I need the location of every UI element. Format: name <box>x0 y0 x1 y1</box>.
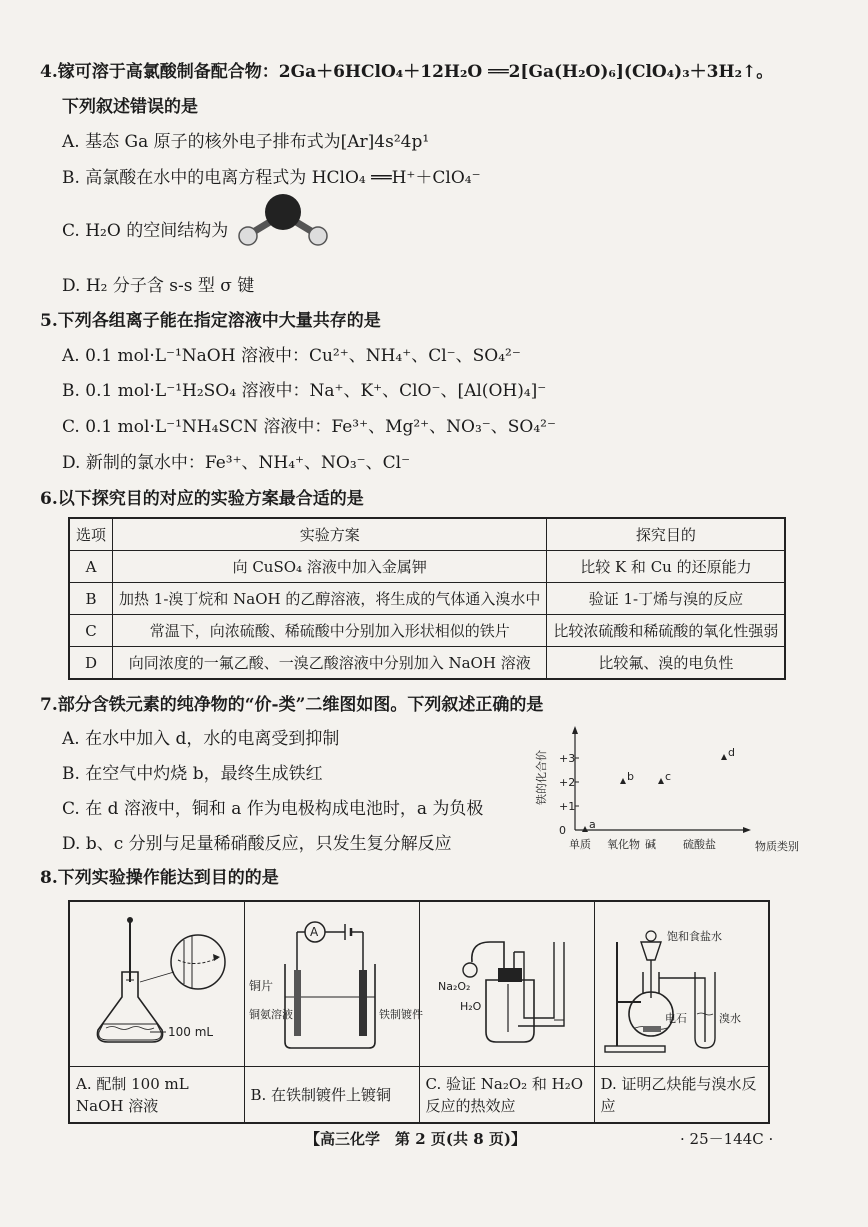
carbide-label: 电石 <box>664 1012 687 1025</box>
data-point-label: b <box>627 770 634 783</box>
caption-c: C. 验证 Na₂O₂ 和 H₂O 反应的热效应 <box>419 1067 594 1124</box>
heat-effect-diagram <box>420 902 590 1062</box>
table-header: 实验方案 <box>113 518 547 551</box>
q7-stem: 7.部分含铁元素的纯净物的“价-类”二维图如图。下列叙述正确的是 <box>40 695 544 715</box>
electroplating-diagram <box>245 902 423 1062</box>
q8-table <box>68 900 770 1124</box>
caption-a: A. 配制 100 mL NaOH 溶液 <box>69 1067 244 1124</box>
brine-label: 饱和食盐水 <box>666 930 722 943</box>
water-label: H₂O <box>459 1000 481 1013</box>
table-cell: 比较氟、溴的电负性 <box>547 647 786 680</box>
table-cell: 常温下，向浓硫酸、稀硫酸中分别加入形状相似的铁片 <box>113 615 547 647</box>
x-axis-label: 物质类别 <box>755 840 799 853</box>
table-cell: 向 CuSO₄ 溶液中加入金属钾 <box>113 551 547 583</box>
table-header-row <box>69 518 785 551</box>
x-tick-label: 硫酸盐 <box>683 838 716 851</box>
table-cell: C <box>69 615 113 647</box>
q4-option-a: A. 基态 Ga 原子的核外电子排布式为[Ar]4s²4p¹ <box>62 132 430 152</box>
table-row <box>69 615 785 647</box>
table-cell: A <box>69 551 113 583</box>
data-point-a <box>582 826 588 832</box>
table-cell: 验证 1-丁烯与溴的反应 <box>547 583 786 615</box>
data-point-label: c <box>665 770 672 783</box>
q8-stem: 8.下列实验操作能达到目的的是 <box>40 868 279 888</box>
table-header: 选项 <box>69 518 113 551</box>
q4-option-c: C. H₂O 的空间结构为 <box>62 221 229 241</box>
caption-b: B. 在铁制镀件上镀铜 <box>244 1067 419 1124</box>
y-tick-label: +3 <box>559 752 576 765</box>
page-code: · 25－144C · <box>680 1130 774 1148</box>
q5-option-b: B. 0.1 mol·L⁻¹H₂SO₄ 溶液中：Na⁺、K⁺、ClO⁻、[Al(OH)₄]⁻ <box>62 381 547 401</box>
apparatus-b-cell <box>244 901 423 1067</box>
q7-option-c: C. 在 d 溶液中，铜和 a 作为电极构成电池时，a 为负极 <box>62 799 484 819</box>
data-point-label: d <box>728 746 735 759</box>
table-cell: 比较浓硫酸和稀硫酸的氧化性强弱 <box>547 615 786 647</box>
copper-ammonia-label: 铜氨溶液 <box>248 1008 293 1021</box>
y-tick-label: +1 <box>559 800 576 813</box>
q4-stem: 4.镓可溶于高氯酸制备配合物：2Ga＋6HClO₄＋12H₂O ══2[Ga(H₂O)₆](ClO₄)₃＋3H₂↑。 <box>40 62 774 82</box>
iron-item-label: 铁制镀件 <box>378 1008 423 1021</box>
q6-table <box>68 517 786 680</box>
table-row <box>69 583 785 615</box>
page-footer: 【高三化学 第 2 页(共 8 页)】 <box>305 1130 526 1148</box>
x-tick-label: 单质 <box>569 838 591 851</box>
q5-option-a: A. 0.1 mol·L⁻¹NaOH 溶液中：Cu²⁺、NH₄⁺、Cl⁻、SO₄²⁻ <box>62 346 521 366</box>
data-point-b <box>620 778 626 784</box>
q7-option-a: A. 在水中加入 d，水的电离受到抑制 <box>62 729 340 749</box>
y-axis-arrow <box>572 726 578 734</box>
q4-option-d: D. H₂ 分子含 s-s 型 σ 键 <box>62 276 255 296</box>
valence-class-chart <box>533 725 799 853</box>
bromine-water-label: 溴水 <box>718 1012 741 1025</box>
table-row <box>69 551 785 583</box>
copper-plate-label: 铜片 <box>248 979 273 993</box>
x-tick-label: 碱 <box>645 838 656 851</box>
apparatus-d-cell <box>594 901 769 1067</box>
acetylene-diagram <box>595 902 765 1062</box>
q5-stem: 5.下列各组离子能在指定溶液中大量共存的是 <box>40 311 381 331</box>
q7-option-d: D. b、c 分别与足量稀硝酸反应，只发生复分解反应 <box>62 834 452 854</box>
table-header: 探究目的 <box>547 518 786 551</box>
q6-stem: 6.以下探究目的对应的实验方案最合适的是 <box>40 489 364 509</box>
data-point-c <box>658 778 664 784</box>
table-cell: 向同浓度的一氟乙酸、一溴乙酸溶液中分别加入 NaOH 溶液 <box>113 647 547 680</box>
y-tick-label: +2 <box>559 776 576 789</box>
q4-question: 下列叙述错误的是 <box>62 97 198 117</box>
caption-d: D. 证明乙炔能与溴水反应 <box>594 1067 769 1124</box>
q5-option-d: D. 新制的氯水中：Fe³⁺、NH₄⁺、NO₃⁻、Cl⁻ <box>62 453 411 473</box>
q7-option-b: B. 在空气中灼烧 b，最终生成铁红 <box>62 764 323 784</box>
y-axis-label: 铁的化合价 <box>535 750 548 805</box>
q5-option-c: C. 0.1 mol·L⁻¹NH₄SCN 溶液中：Fe³⁺、Mg²⁺、NO₃⁻、SO₄²⁻ <box>62 417 556 437</box>
data-point-d <box>721 754 727 760</box>
water-molecule-model <box>228 192 338 250</box>
table-cell: D <box>69 647 113 680</box>
data-point-label: a <box>589 818 596 831</box>
table-row <box>69 647 785 680</box>
x-axis-arrow <box>743 827 751 833</box>
x-tick-label: 氧化物 <box>607 838 640 851</box>
apparatus-a-cell <box>69 901 244 1067</box>
apparatus-c-cell <box>419 901 594 1067</box>
table-cell: B <box>69 583 113 615</box>
q4-option-b: B. 高氯酸在水中的电离方程式为 HClO₄ ══H⁺＋ClO₄⁻ <box>62 168 481 188</box>
flask-volume-label: 100 mL <box>168 1025 214 1039</box>
volumetric-flask-diagram <box>70 902 240 1062</box>
table-cell: 比较 K 和 Cu 的还原能力 <box>547 551 786 583</box>
table-cell: 加热 1-溴丁烷和 NaOH 的乙醇溶液，将生成的气体通入溴水中 <box>113 583 547 615</box>
y-tick-label: 0 <box>559 824 566 837</box>
ammeter-label: A <box>309 925 318 939</box>
na2o2-label: Na₂O₂ <box>437 980 470 993</box>
